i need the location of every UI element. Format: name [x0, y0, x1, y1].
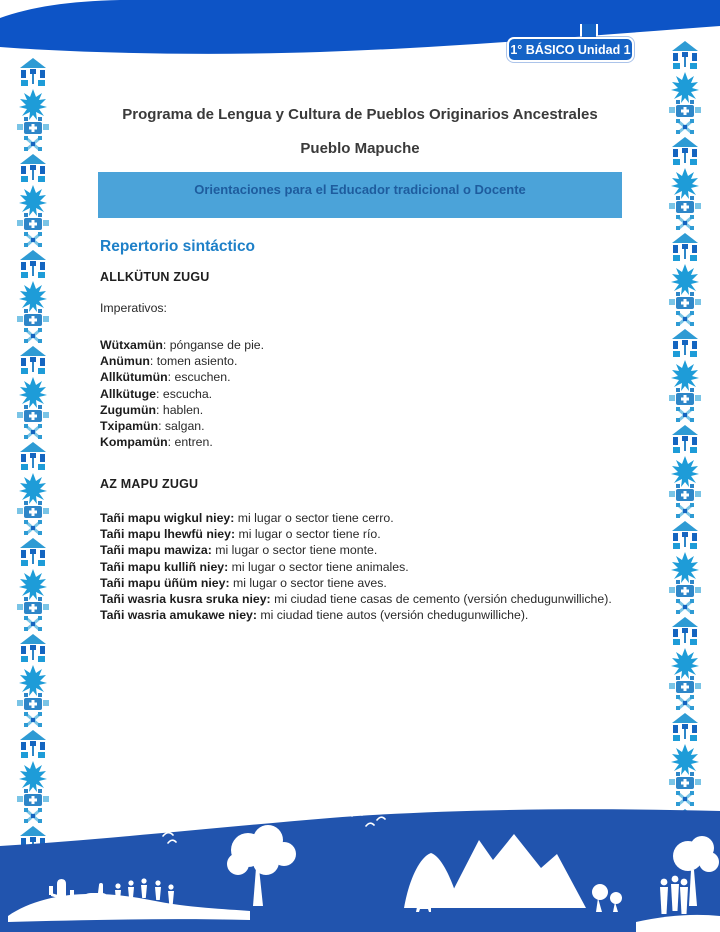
vocab-item: [100, 369, 622, 385]
vocab-definition: mi ciudad tiene casas de cemento (versión chedugunwilliche).: [270, 592, 612, 607]
vocab-definition: mi lugar o sector tiene monte.: [211, 543, 378, 558]
vocab-item: [100, 434, 622, 450]
unit-badge: [507, 37, 634, 62]
vocab-item: [100, 607, 622, 623]
vocab-definition: : escuchen.: [167, 370, 231, 385]
vocab-item: [100, 542, 622, 558]
program-subtitle: Pueblo Mapuche: [300, 140, 420, 157]
vocab-term: Tañi mapu mawiza:: [100, 543, 212, 558]
allkutun-title: ALLKÜTUN ZUGU: [100, 270, 210, 284]
vocab-definition: : salgan.: [158, 419, 205, 434]
vocab-item: [100, 402, 622, 418]
section-banner: [98, 172, 622, 218]
vocab-term: Tañi mapu üñüm niey:: [100, 575, 230, 590]
vocab-definition: : escucha.: [156, 386, 213, 401]
vocab-item: [100, 591, 622, 607]
vocab-term: Kompamün: [100, 435, 168, 450]
footer-landscape-illustration: [0, 782, 720, 932]
vocab-definition: mi lugar o sector tiene cerro.: [234, 511, 394, 525]
vocab-term: Allkütuge: [100, 386, 157, 401]
vocab-item: [100, 418, 622, 434]
vocab-item: [100, 575, 622, 591]
vocab-term: Tañi wasria amukawe niey:: [100, 608, 257, 623]
imperatives-label: Imperativos:: [100, 301, 167, 315]
vocab-item: [100, 526, 622, 542]
section-heading: Repertorio sintáctico: [100, 238, 256, 255]
vocab-definition: mi lugar o sector tiene río.: [235, 527, 381, 542]
vocab-definition: : tomen asiento.: [149, 354, 238, 369]
vocab-definition: mi ciudad tiene autos (versión chedugunwilliche).: [256, 608, 529, 623]
vocab-term: Wütxamün: [100, 338, 163, 352]
vocab-term: Zugumün: [100, 402, 157, 417]
vocab-item: [100, 353, 622, 369]
vocab-definition: : hablen.: [156, 402, 204, 417]
azmapu-list: [100, 510, 622, 623]
program-title: Programa de Lengua y Cultura de Pueblos Originarios Ancestrales: [122, 106, 598, 123]
vocab-definition: : entren.: [167, 435, 213, 450]
vocab-term: Txipamün: [100, 419, 159, 434]
vocab-definition: : pónganse de pie.: [162, 338, 265, 352]
azmapu-title: AZ MAPU ZUGU: [100, 477, 199, 491]
vocab-definition: mi lugar o sector tiene animales.: [228, 559, 409, 574]
section-banner-label: Orientaciones para el Educador tradicional o Docente: [194, 182, 526, 197]
vocab-term: Allkütumün: [100, 370, 168, 385]
right-ornament-border: [667, 40, 703, 820]
vocab-term: Tañi mapu kulliñ niey:: [100, 559, 229, 574]
vocab-term: Tañi mapu lhewfü niey:: [100, 527, 236, 542]
vocab-item: [100, 559, 622, 575]
vocab-term: Anümun: [100, 354, 150, 369]
left-ornament-border: [15, 57, 51, 845]
vocab-item: [100, 386, 622, 402]
vocab-term: Tañi wasria kusra sruka niey:: [100, 592, 271, 607]
unit-badge-label: 1° BÁSICO Unidad 1: [510, 42, 631, 57]
allkutun-list: [100, 337, 622, 450]
vocab-term: Tañi mapu wigkul niey:: [100, 511, 235, 525]
vocab-item: [100, 510, 622, 526]
vocab-definition: mi lugar o sector tiene aves.: [229, 575, 387, 590]
vocab-item: [100, 337, 622, 353]
